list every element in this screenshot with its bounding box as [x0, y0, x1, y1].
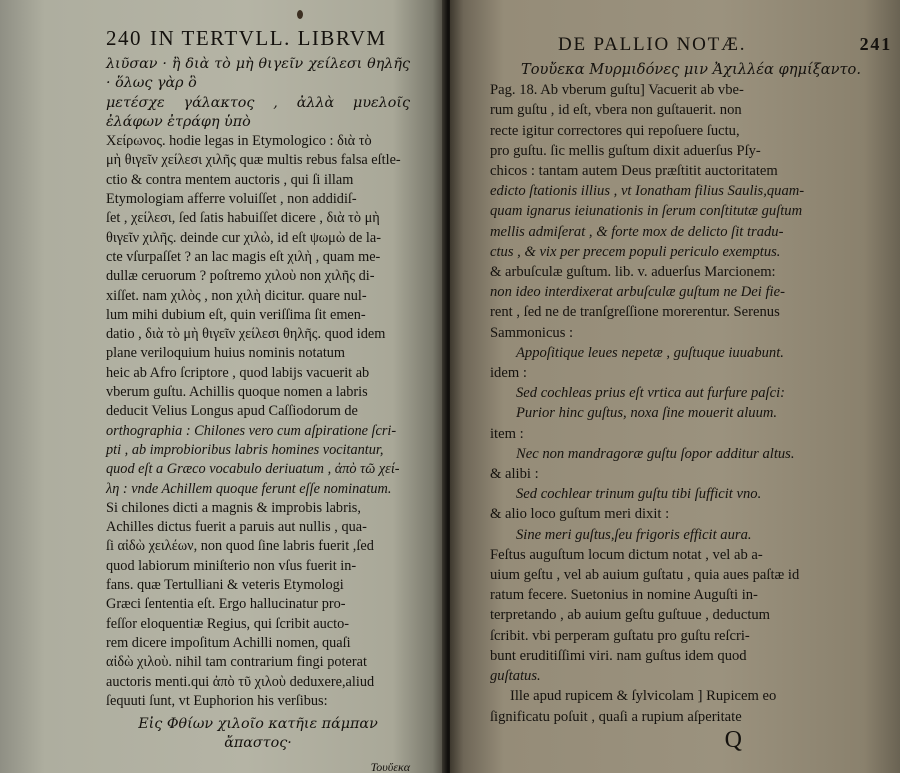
text-line: heic ab Afro ſcriptore , quod labijs vacuerit ab	[106, 364, 370, 381]
right-header	[490, 34, 892, 56]
text-line: auctoris menti.qui ἀπὸ τῦ χιλοὺ deduxere,aliud	[106, 673, 375, 690]
text-line: Græci ſententia eſt. Ergo hallucinatur pro-	[106, 596, 346, 613]
text-line: ſi αἰδὼ χειλέων, non quod ſine labris fuerit ,ſed	[106, 538, 374, 555]
left-running-head: IN TERTVLL. LIBRVM	[150, 26, 387, 50]
text-line: idem :	[490, 365, 527, 382]
text-line: rum guſtu , id eſt, vbera non guſtauerit. non	[490, 102, 742, 119]
text-line: chicos : tantam autem Deus præſtitit auctoritatem	[490, 163, 778, 180]
text-line: edicto ſtationis illius , vt Ionatham filius Saulis,quam-	[490, 183, 805, 200]
text-line: Feſtus auguſtum locum dictum notat , vel ab a-	[490, 546, 763, 563]
verse-line: Purior hinc guſtus, noxa ſine mouerit aluum.	[516, 405, 778, 422]
text-line: dullæ ceruorum ? poſtremo χιλοὺ non χιλῆς di-	[106, 268, 375, 285]
right-running-head: DE PALLIO NOTÆ.	[558, 34, 747, 55]
text-line: feſſor eloquentiæ Regius, qui ſcribit aucto-	[106, 615, 349, 632]
right-folio: 241	[859, 34, 892, 54]
text-line: item :	[490, 425, 524, 442]
text-line: lum mihi dubium eſt, quin veriſſima ſit emen-	[106, 306, 366, 323]
text-line: Ille apud rupicem & ſylvicolam ] Rupicem eo	[510, 688, 777, 705]
left-folio: 240	[106, 26, 142, 50]
text-line: terpretando , ab auium geſtu guſtuue , deductum	[490, 607, 771, 624]
text-line: & alio loco guſtum meri dixit :	[490, 506, 670, 523]
verse-line: Appoſitique leues nepetæ , guſtuque iuuabunt.	[516, 344, 784, 361]
left-text-block	[106, 55, 410, 754]
text-line: Achilles dictus fuerit a paruis aut nullis , qua-	[106, 519, 367, 536]
text-line: θιγεῖν χιλῆς. deinde cur χιλὼ, id eſt ψωμὼ de la-	[106, 229, 381, 246]
left-page	[0, 0, 446, 773]
verse-line: Sine meri guſtus,ſeu frigoris efficit aura.	[516, 526, 752, 543]
right-page	[450, 0, 900, 773]
text-line: guſtatus.	[490, 668, 541, 685]
text-line: bunt eruditiſſimi viri. nam guſtus idem quod	[490, 647, 747, 664]
text-line: vberum guſtu. Achillis quoque nomen a labris	[106, 384, 368, 401]
text-line: ſequuti ſunt, vt Euphorion his verſibus:	[106, 692, 328, 709]
text-line: xiſſet. nam χιλὸς , non χιλὴ dicitur. quare nul-	[106, 287, 367, 304]
text-line: ſet , χείλεσι, ſed ſatis habuiſſet dicere , διὰ τὸ μὴ	[106, 210, 380, 227]
text-line: pti , ab improbioribus labris homines vocitantur,	[106, 441, 384, 458]
text-line: plane veriloquium huius nominis notatum	[106, 345, 346, 362]
text-line: Pag. 18. Ab vberum guſtu] Vacuerit ab vbe-	[490, 82, 744, 99]
text-line: ctio & contra mentem auctoris , qui ſi illam	[106, 171, 354, 188]
text-line: datio , διὰ τὸ μὴ θιγεῖν χείλεσι θηλῆς. quod idem	[106, 326, 386, 343]
text-line: recte igitur correctores qui repoſuere ſuctu,	[490, 122, 740, 139]
text-line: quod labiorum miniſterio non vſus fuerit in-	[106, 557, 357, 574]
text-line: ſcribit. vbi perperam guſtatu pro guſtu reſcri-	[490, 627, 750, 644]
text-line: non ideo interdixerat arbuſculæ guſtum ne Dei fie-	[490, 284, 785, 301]
text-line: & arbuſculæ guſtum. lib. v. aduerſus Marcionem:	[490, 264, 776, 281]
text-line: quod eſt a Græco vocabulo deriuatum , ἀπὸ τῶ χεί-	[106, 461, 400, 478]
text-line: uium geſtu , vel ab auium guſtatu , quia aues paſtæ id	[490, 567, 800, 584]
text-line: cte vſurpaſſet ? an lac magis eſt χιλὴ , quam me-	[106, 248, 381, 265]
text-line: rent , ſed ne de tranſgreſſione morerentur. Serenus	[490, 304, 780, 321]
text-line: μὴ θιγεῖν χείλεσι χιλῆς quæ multis rebus falsa eſtle-	[106, 152, 401, 169]
text-line: λη : vnde Achillem quoque ferunt eſſe nominatum.	[106, 480, 392, 497]
greek-line: λιῦσαν · ἢ διὰ τὸ μὴ θιγεῖν χείλεσι θηλῆς · ὅλως γὰρ ὃ	[106, 56, 410, 92]
text-line: quam ignarus ieiunationis in ſerum conſtitutæ guſtum	[490, 203, 803, 220]
text-line: fans. quæ Tertulliani & veteris Etymologi	[106, 577, 344, 594]
text-line: rem dicere impoſitum Achilli nomen, quaſi	[106, 634, 351, 651]
verse-line: Sed cochleas prius eſt vrtica aut furfure paſci:	[516, 385, 785, 402]
text-line: ratum fecere. Suetonius in nomine Auguſti in-	[490, 587, 758, 604]
text-line: orthographia : Chilones vero cum aſpiratione ſcri-	[106, 422, 397, 439]
text-line: deducit Velius Longus apud Caſſiodorum de	[106, 403, 358, 420]
text-line: ſignificatu poſuit , quaſi a rupium aſperitate	[490, 708, 742, 725]
left-header	[106, 26, 410, 51]
right-catchword: Q	[724, 726, 742, 753]
text-line: αἰδὼ χιλοὺ. nihil tam contrarium fingi poterat	[106, 654, 367, 671]
text-line: Si chilones dicti a magnis & improbis labris,	[106, 499, 361, 516]
verse-line: Sed cochlear trinum guſtu tibi ſufficit vno.	[516, 486, 762, 503]
text-line: & alibi :	[490, 466, 539, 483]
text-line: ctus , & vix per precem populi periculo exemptus.	[490, 243, 781, 260]
greek-line: μετέσχε γάλακτος , ἀλλὰ μυελοῖς ἐλάφων ἐτράφη ὑπὸ	[106, 94, 410, 130]
text-line: mellis admiſerat , & forte mox de delicto ſit tradu-	[490, 223, 784, 240]
text-line: pro guſtu. ſic mellis guſtum dixit aduerſus Pſy-	[490, 142, 761, 159]
text-line: Etymologiam afferre voluiſſet , non addidiſ-	[106, 191, 357, 208]
right-text-block	[490, 60, 892, 727]
ink-blot	[297, 10, 303, 19]
greek-line: Τουὔεκα Μυρμιδόνες μιν Ἀχιλλέα φημίξαντο.	[521, 61, 861, 78]
text-line: Sammonicus :	[490, 324, 574, 341]
text-line: Χείρωνος. hodie legas in Etymologico : διὰ τὸ	[106, 133, 372, 150]
left-catchword: Τουὔεκα	[370, 759, 410, 773]
verse-line: Nec non mandragoræ guſtu ſopor additur altus.	[516, 445, 795, 462]
greek-verse: Εἰς Φθίων χιλοῖο κατῆιε πάμπαν ἄπαστος·	[138, 716, 378, 752]
